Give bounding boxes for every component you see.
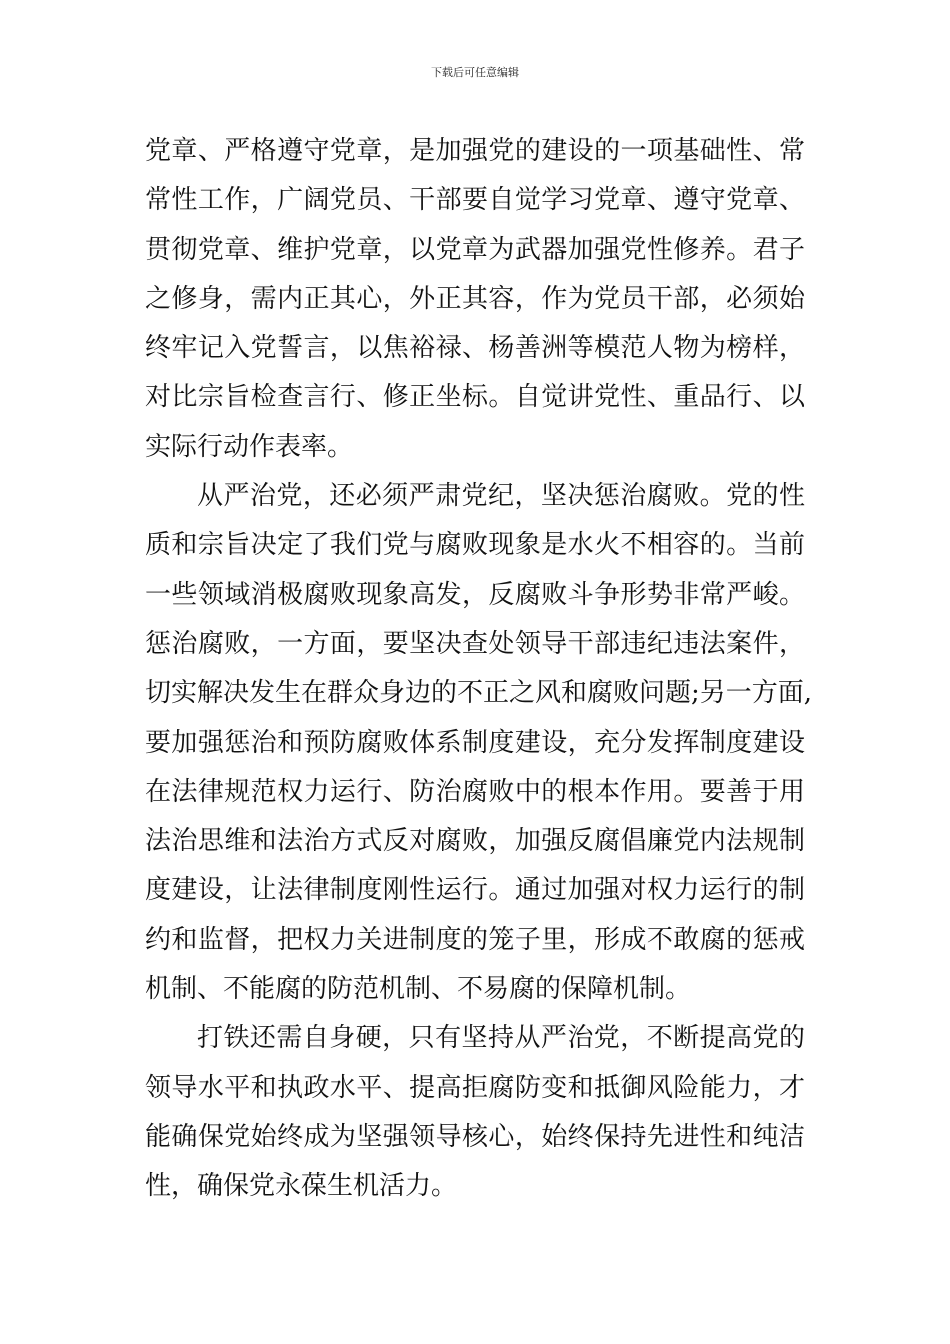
text-line: 一些领域消极腐败现象高发，反腐败斗争形势非常严峻。 bbox=[145, 579, 805, 610]
text-line: 实际行动作表率。 bbox=[145, 431, 354, 462]
text-line: 度建设，让法律制度刚性运行。通过加强对权力运行的制 bbox=[145, 875, 805, 906]
document-body bbox=[145, 127, 813, 1212]
paragraph bbox=[145, 127, 805, 472]
text-line: 领导水平和执政水平、提高拒腐防变和抵御风险能力，才 bbox=[145, 1072, 805, 1103]
text-line: 打铁还需自身硬，只有坚持从严治党，不断提高党的 bbox=[197, 1023, 805, 1054]
text-line: 约和监督，把权力关进制度的笼子里，形成不敢腐的惩戒 bbox=[145, 924, 805, 955]
paragraph bbox=[145, 472, 813, 1014]
text-line: 终牢记入党誓言，以焦裕禄、杨善洲等模范人物为榜样， bbox=[145, 333, 805, 364]
text-line: 能确保党始终成为坚强领导核心，始终保持先进性和纯洁 bbox=[145, 1121, 805, 1152]
paragraph bbox=[145, 1014, 805, 1211]
text-line: 在法律规范权力运行、防治腐败中的根本作用。要善于用 bbox=[145, 776, 805, 807]
text-line: 之修身，需内正其心，外正其容，作为党员干部，必须始 bbox=[145, 283, 805, 314]
text-line: 惩治腐败，一方面，要坚决查处领导干部违纪违法案件， bbox=[145, 628, 805, 659]
text-line: 切实解决发生在群众身边的不正之风和腐败问题;另一方面, bbox=[145, 678, 813, 709]
text-line: 常性工作，广阔党员、干部要自觉学习党章、遵守党章、 bbox=[145, 185, 805, 216]
text-line: 贯彻党章、维护党章，以党章为武器加强党性修养。君子 bbox=[145, 234, 805, 265]
page-header-note: 下载后可任意编辑 bbox=[431, 66, 519, 79]
text-line: 对比宗旨检查言行、修正坐标。自觉讲党性、重品行、以 bbox=[145, 382, 805, 413]
text-line: 性，确保党永葆生机活力。 bbox=[145, 1171, 458, 1202]
text-line: 质和宗旨决定了我们党与腐败现象是水火不相容的。当前 bbox=[145, 530, 805, 561]
text-line: 机制、不能腐的防范机制、不易腐的保障机制。 bbox=[145, 974, 692, 1005]
text-line: 从严治党，还必须严肃党纪，坚决惩治腐败。党的性 bbox=[197, 481, 805, 512]
text-line: 法治思维和法治方式反对腐败，加强反腐倡廉党内法规制 bbox=[145, 826, 805, 857]
text-line: 要加强惩治和预防腐败体系制度建设，充分发挥制度建设 bbox=[145, 727, 805, 758]
text-line: 党章、严格遵守党章，是加强党的建设的一项基础性、常 bbox=[145, 136, 805, 166]
